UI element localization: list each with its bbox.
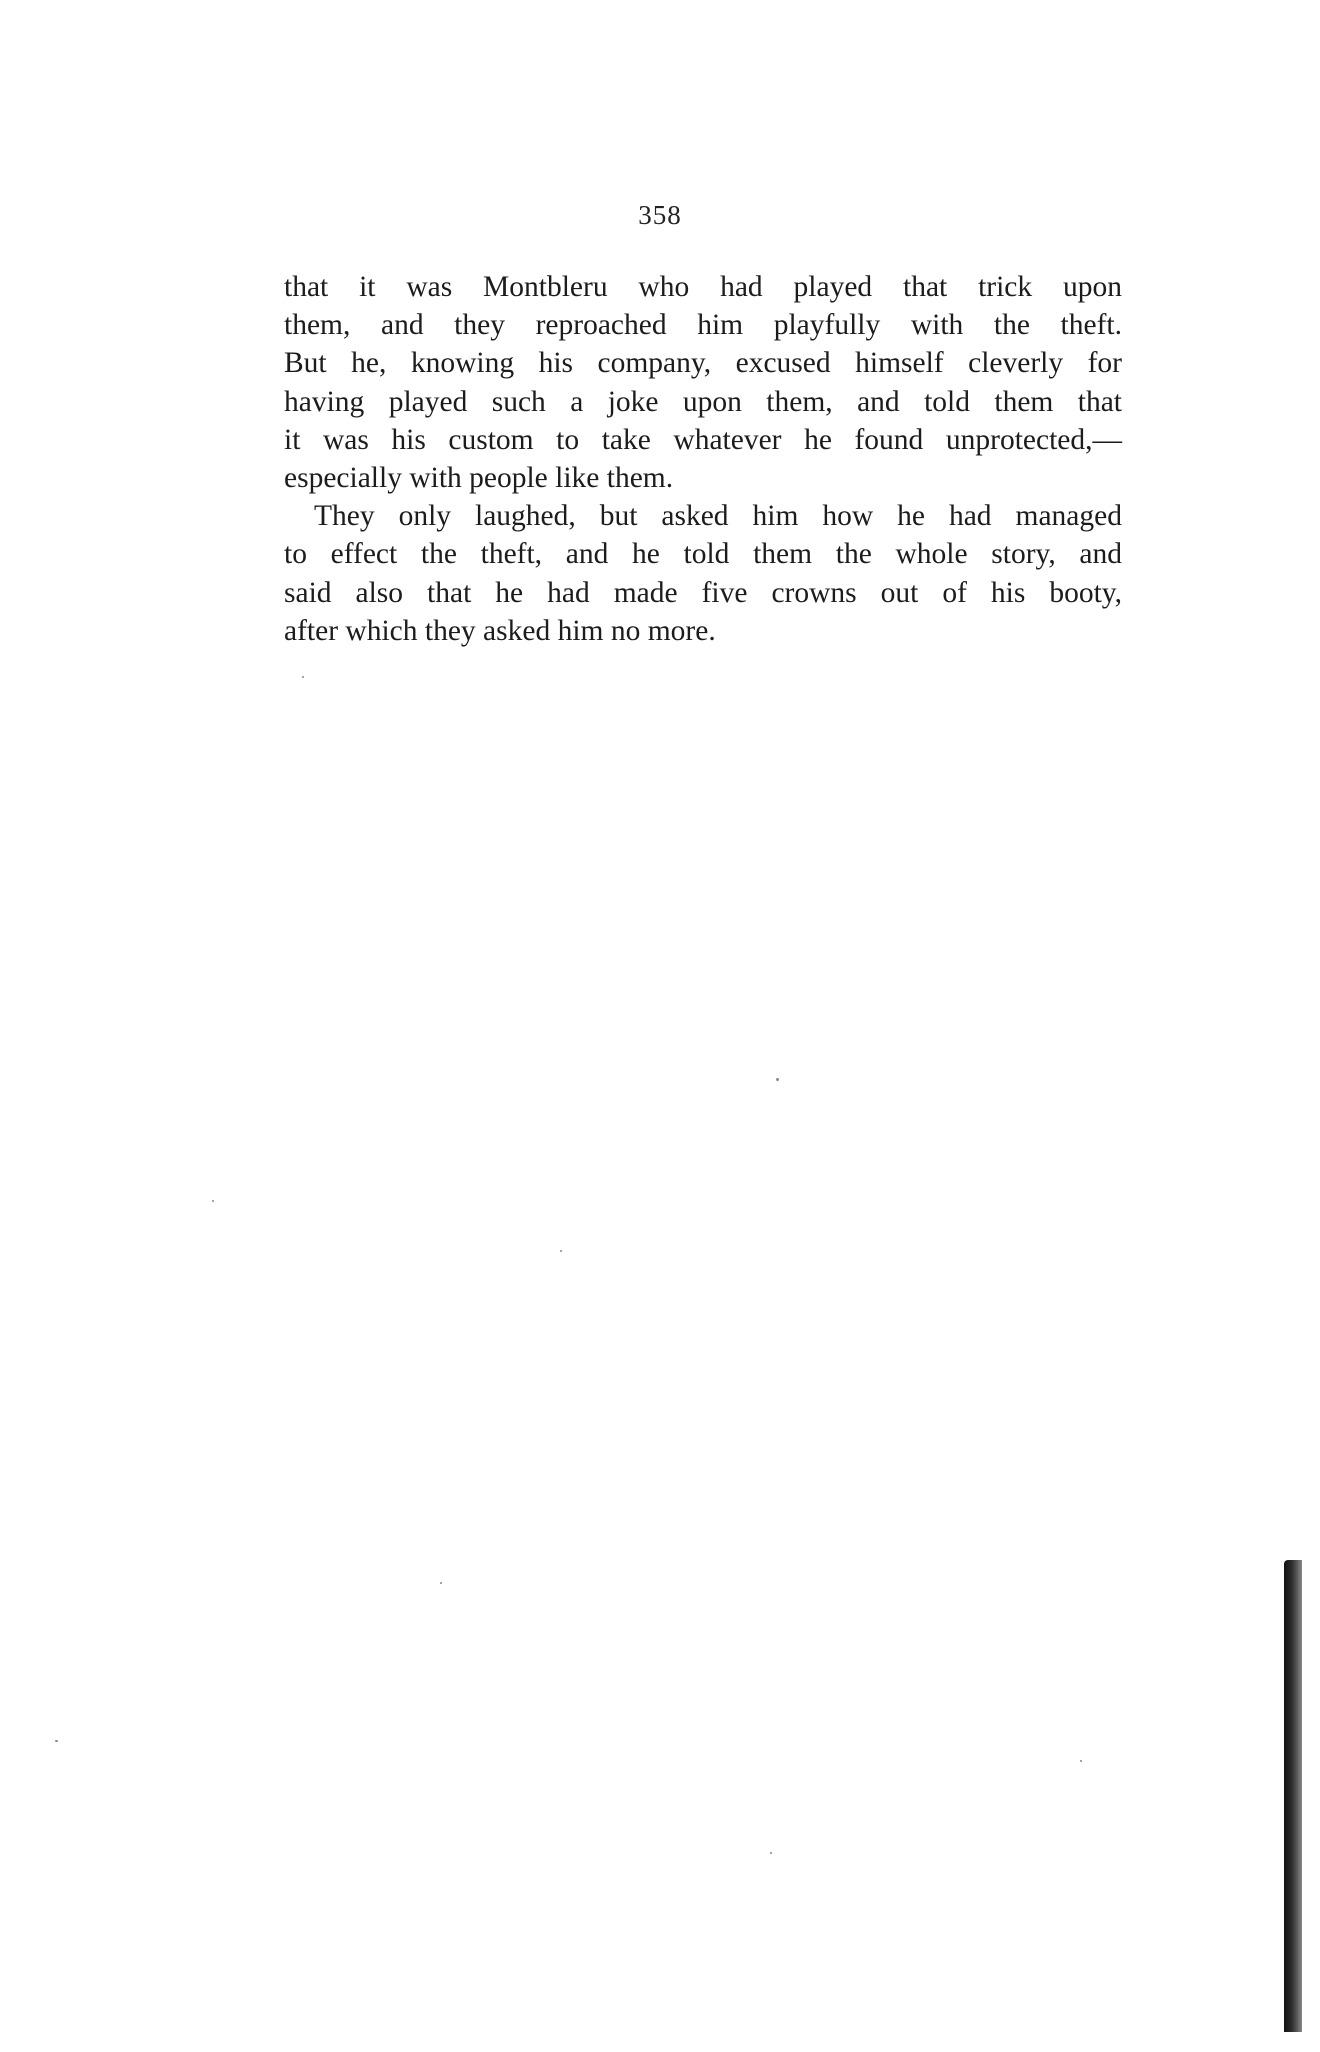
paper-speck bbox=[1080, 1760, 1082, 1762]
text-line: They only laughed, but asked him how he had managed bbox=[314, 500, 1122, 533]
text-line: them, and they reproached him playfully with the theft. bbox=[284, 309, 1122, 342]
paper-speck bbox=[212, 1200, 214, 1202]
text-line: especially with people like them. bbox=[284, 462, 674, 495]
text-line: having played such a joke upon them, and told them that bbox=[284, 385, 1122, 418]
text-line: it was his custom to take whatever he found unprotected,— bbox=[284, 423, 1122, 456]
text-line: said also that he had made five crowns out of his booty, bbox=[284, 576, 1122, 609]
paper-speck bbox=[440, 1582, 442, 1584]
body-text bbox=[284, 268, 1122, 650]
text-line: after which they asked him no more. bbox=[284, 614, 716, 647]
paper-speck bbox=[55, 1740, 58, 1742]
paper-speck bbox=[770, 1852, 772, 1854]
page-number: 358 bbox=[638, 200, 682, 230]
paper-speck bbox=[776, 1078, 779, 1081]
paper-speck bbox=[560, 1250, 562, 1252]
text-line: to effect the theft, and he told them the whole story, and bbox=[284, 538, 1122, 571]
text-line: But he, knowing his company, excused himself cleverly for bbox=[284, 347, 1122, 380]
text-line: that it was Montbleru who had played that trick upon bbox=[284, 271, 1122, 303]
paper-speck bbox=[302, 676, 304, 678]
binding-edge-shadow bbox=[1284, 1560, 1302, 2032]
